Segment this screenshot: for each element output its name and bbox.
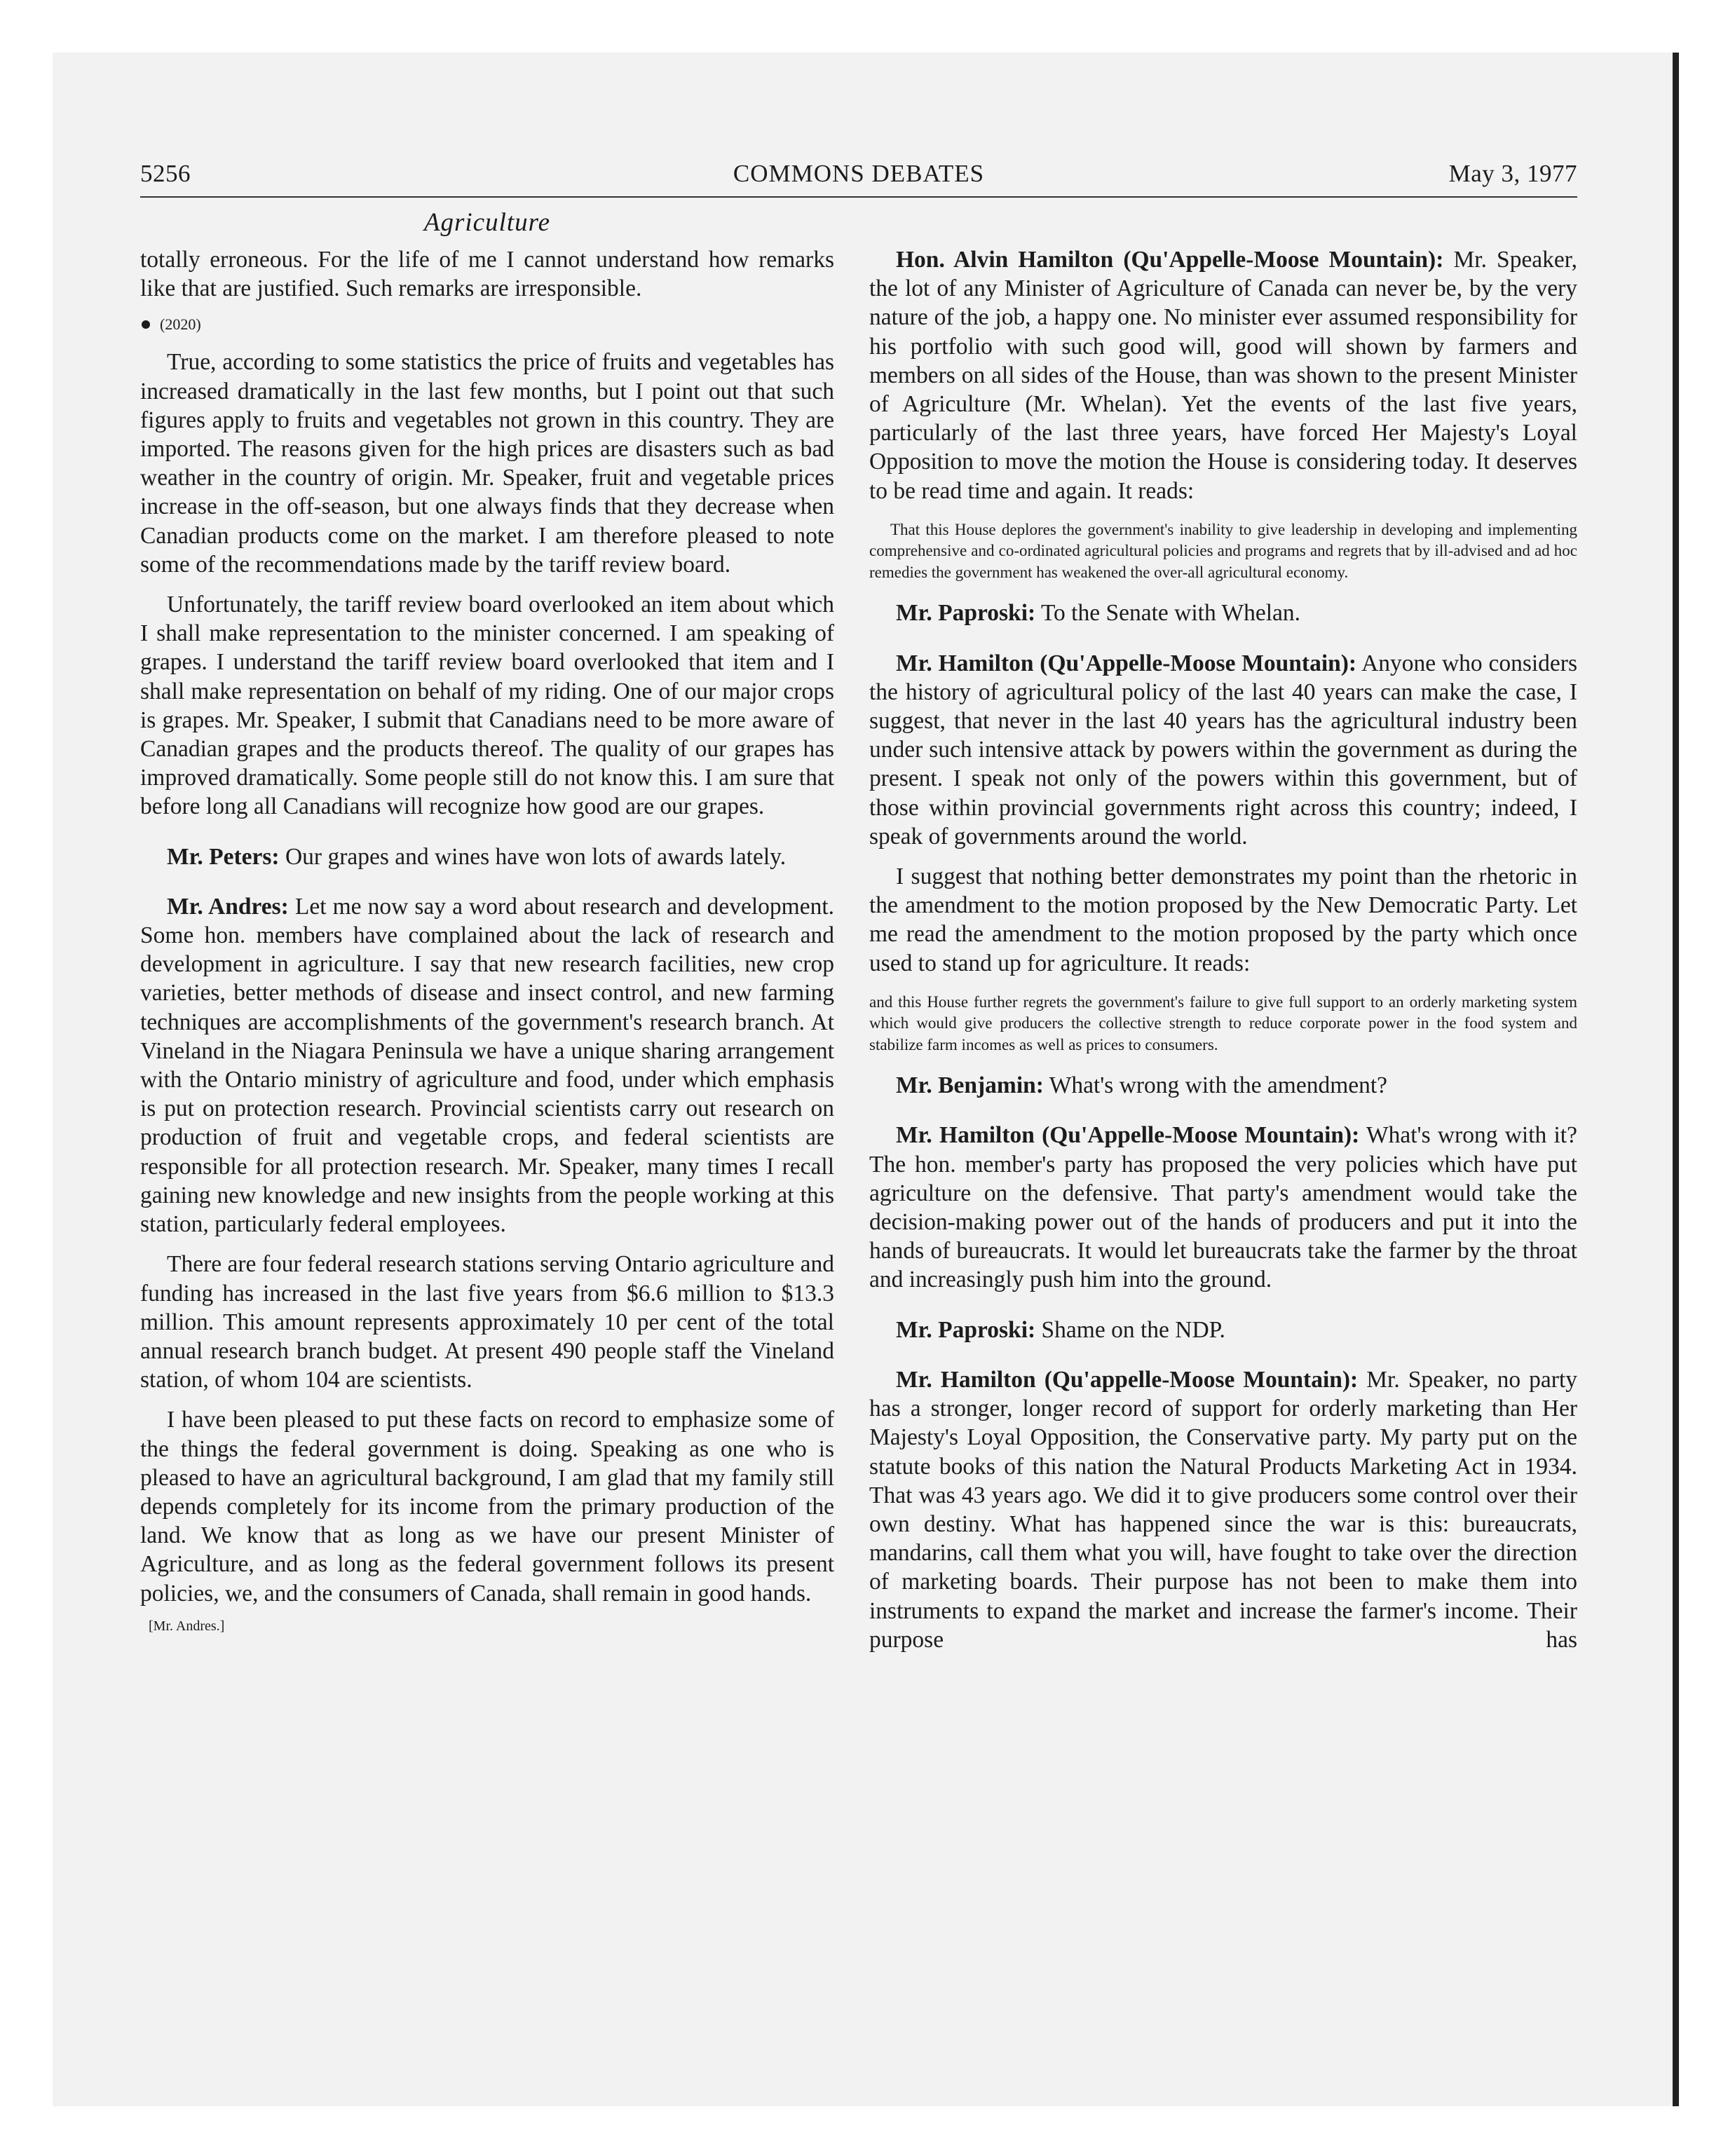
- speech-benjamin: [869, 1071, 1577, 1100]
- speech-text: Let me now say a word about research and development. Some hon. members have complained about the lack of research and development in agriculture. I say that new research facilities, new crop varieties, better methods of disease and insect control, and new farming techniques are accomplishments of the government's research branch. At Vineland in the Niagara Peninsula we have a unique sharing arrangement with the Ontario ministry of agriculture and food, under which emphasis is put on protection research. Provincial scientists carry out research on production of fruit and vegetable crops, and federal scientists are responsible for all protection research. Mr. Speaker, many times I recall gaining new knowledge and new insights from the people working at this station, particularly federal employees.: [140, 893, 834, 1238]
- speech-text: What's wrong with the amendment?: [1049, 1072, 1388, 1099]
- page-header: [140, 160, 1577, 198]
- speaker-name: Mr. Paproski:: [896, 1316, 1036, 1343]
- speaker-attribution: [Mr. Andres.]: [149, 1618, 225, 1634]
- paragraph: I have been pleased to put these facts on record to emphasize some of the things the federal government is doing. Speaking as one who is pleased to have an agricultural background, I am glad that my family still depends completely for its income from the primary production of the land. We know that as long as we have our present Minister of Agriculture, and as long as the federal government follows its present policies, we, and the consumers of Canada, shall remain in good hands.: [140, 1407, 834, 1606]
- speech-peters: [140, 842, 834, 871]
- header-divider: [140, 196, 1577, 198]
- motion-quote: That this House deplores the government's inability to give leadership in developing and implementing comprehensive and co-ordinated agricultural policies and programs and regrets that by ill-advised and ad hoc remedies the government has weakened the over-all agricultural economy.: [869, 520, 1577, 581]
- left-column: [140, 245, 834, 1636]
- speech-hamilton: [869, 1365, 1577, 1654]
- speaker-name: Mr. Peters:: [167, 843, 280, 870]
- paragraph: I suggest that nothing better demonstrates my point than the rhetoric in the amendment to the motion proposed by the New Democratic Party. Let me read the amendment to the motion proposed by the party which once used to stand up for agriculture. It reads:: [869, 863, 1577, 976]
- speech-paproski: [869, 1316, 1577, 1344]
- speech-andres: [140, 892, 834, 1239]
- speech-text: To the Senate with Whelan.: [1040, 600, 1301, 627]
- paragraph: Unfortunately, the tariff review board overlooked an item about which I shall make representation to the minister concerned. I am speaking of grapes. I understand the tariff review board overlooked that item and I shall make representation on behalf of my riding. One of our major crops is grapes. Mr. Speaker, I submit that Canadians need to be more aware of Canadian grapes and the products thereof. The quality of our grapes has improved dramatically. Some people still do not know this. I am sure that before long all Canadians will recognize how good are our grapes.: [140, 592, 834, 820]
- time-marker-label: (2020): [160, 315, 201, 334]
- page-number: 5256: [140, 160, 191, 187]
- paragraph: There are four federal research stations serving Ontario agriculture and funding has increased in the last five years from $6.6 million to $13.3 million. This amount represents approximately 10 per cent of the total annual research branch budget. At present 490 people staff the Vineland station, of whom 104 are scientists.: [140, 1251, 834, 1393]
- speech-text: Mr. Speaker, the lot of any Minister of Agriculture of Canada can never be, by the very nature of the job, a happy one. No minister ever assumed responsibility for his portfolio with such good will, good will shown by farmers and members on all sides of the House, than was shown to the present Minister of Agriculture (Mr. Whelan). Yet the events of the last five years, particularly of the last three years, have forced Her Majesty's Loyal Opposition to move the motion the House is considering today. It deserves to be read time and again. It reads:: [869, 247, 1577, 504]
- speech-paproski: [869, 599, 1577, 627]
- speech-text: What's wrong with it? The hon. member's party has proposed the very policies which have put agriculture on the defensive. That party's amendment would take the decision-making power out of the hands of producers and put it into the hands of bureaucrats. It would let bureaucrats take the farmer by the throat and increasingly push him into the ground.: [869, 1122, 1577, 1293]
- bullet-icon: [142, 320, 150, 329]
- publication-title: COMMONS DEBATES: [733, 160, 985, 187]
- paragraph: True, according to some statistics the price of fruits and vegetables has increased dramatically in the last few months, but I point out that such figures apply to fruits and vegetables not grown in this country. They are imported. The reasons given for the high prices are disasters such as bad weather in the country of origin. Mr. Speaker, fruit and vegetable prices increase in the off-season, but one always finds that they decrease when Canadian products come on the market. I am therefore pleased to note some of the recommendations made by the tariff review board.: [140, 349, 834, 578]
- paragraph: totally erroneous. For the life of me I cannot understand how remarks like that are justified. Such remarks are irresponsible.: [140, 247, 834, 302]
- speech-text: Anyone who considers the history of agricultural policy of the last 40 years can make the case, I suggest, that never in the last 40 years has the agricultural industry been under such intensive attack by powers within the government as during the present. I speak not only of the powers within this government, but of those within provincial governments right across this country; indeed, I speak of governments around the world.: [869, 650, 1577, 850]
- speaker-name: Mr. Paproski:: [896, 600, 1036, 627]
- speech-text: Mr. Speaker, no party has a stronger, longer record of support for orderly marketing than Her Majesty's Loyal Opposition, the Conservative party. My party put on the statute books of this nation the Natural Products Marketing Act in 1934. That was 43 years ago. We did it to give producers some control over their own destiny. What has happened since the war is this: bureaucrats, mandarins, call them what you will, have fought to take over the direction of marketing boards. Their purpose has not been to make them into instruments to expand the market and increase the farmer's income. Their purpose has: [869, 1366, 1578, 1653]
- time-marker: [140, 314, 834, 335]
- right-column: [869, 245, 1577, 1654]
- speaker-name: Mr. Hamilton (Qu'Appelle-Moose Mountain):: [896, 650, 1357, 676]
- speech-hamilton: [869, 1121, 1577, 1294]
- speaker-name: Mr. Hamilton (Qu'Appelle-Moose Mountain):: [896, 1122, 1360, 1149]
- speech-hamilton: [869, 649, 1577, 851]
- speaker-name: Mr. Hamilton (Qu'appelle-Moose Mountain):: [896, 1366, 1359, 1393]
- publication-date: May 3, 1977: [1448, 160, 1577, 187]
- speech-text: Our grapes and wines have won lots of awards lately.: [285, 843, 787, 870]
- speaker-name: Mr. Andres:: [167, 893, 289, 920]
- amendment-quote: and this House further regrets the government's failure to give full support to an orderly marketing system which would give producers the collective strength to reduce corporate power in the food system and stabilize farm incomes as well as prices to consumers.: [869, 992, 1577, 1053]
- page-edge-bar: [1673, 53, 1679, 2106]
- section-heading: Agriculture: [423, 208, 551, 237]
- speaker-name: Hon. Alvin Hamilton (Qu'Appelle-Moose Mountain):: [896, 247, 1444, 273]
- speech-text: Shame on the NDP.: [1041, 1316, 1225, 1343]
- speaker-name: Mr. Benjamin:: [896, 1072, 1044, 1099]
- speech-hamilton: [869, 245, 1577, 505]
